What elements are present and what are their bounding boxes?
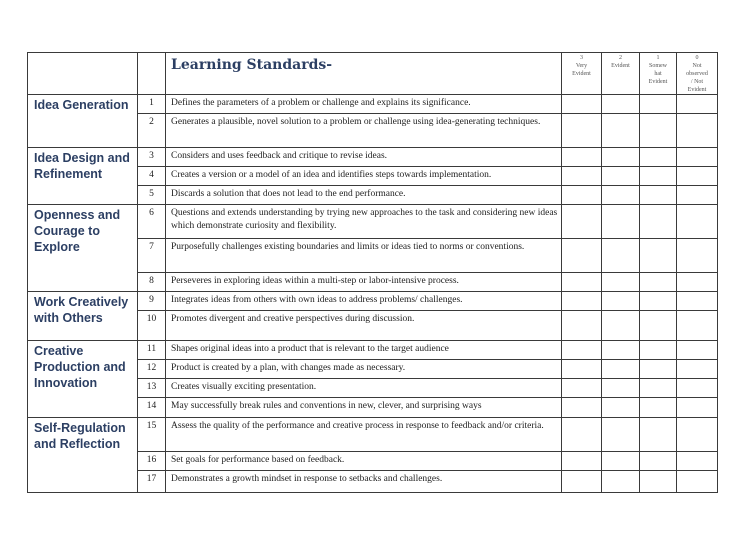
category-idea-design-refinement: Idea Design and Refinement bbox=[28, 148, 138, 205]
standard-number: 8 bbox=[138, 273, 166, 292]
number-header-cell bbox=[138, 53, 166, 95]
standard-row bbox=[28, 418, 718, 452]
rubric-body bbox=[28, 95, 718, 493]
score-cell-not-evident[interactable] bbox=[677, 273, 718, 292]
score-cell-not-evident[interactable] bbox=[677, 379, 718, 398]
category-header-cell bbox=[28, 53, 138, 95]
category-self-regulation: Self-Regulation and Reflection bbox=[28, 418, 138, 493]
score-cell-evident[interactable] bbox=[602, 471, 640, 493]
score-cell-not-evident[interactable] bbox=[677, 471, 718, 493]
header-row bbox=[28, 53, 718, 95]
level-header-somewhat-evident: 1 Somew hat Evident bbox=[640, 53, 677, 95]
standard-number: 2 bbox=[138, 114, 166, 148]
standard-row bbox=[28, 148, 718, 167]
score-cell-not-evident[interactable] bbox=[677, 452, 718, 471]
standard-number: 10 bbox=[138, 311, 166, 341]
score-cell-not-evident[interactable] bbox=[677, 95, 718, 114]
score-cell-somewhat-evident[interactable] bbox=[640, 167, 677, 186]
score-cell-evident[interactable] bbox=[602, 418, 640, 452]
score-cell-not-evident[interactable] bbox=[677, 114, 718, 148]
standard-number: 1 bbox=[138, 95, 166, 114]
standard-text: Generates a plausible, novel solution to a problem or challenge using idea-generating techniques. bbox=[166, 114, 562, 148]
score-cell-evident[interactable] bbox=[602, 273, 640, 292]
standard-text: Integrates ideas from others with own ideas to address problems/ challenges. bbox=[166, 292, 562, 311]
standard-text: Questions and extends understanding by trying new approaches to the task and considering new ideas which demonstrate curiosity and flexibility. bbox=[166, 205, 562, 239]
score-cell-not-evident[interactable] bbox=[677, 418, 718, 452]
standard-number: 11 bbox=[138, 341, 166, 360]
score-cell-very-evident[interactable] bbox=[562, 186, 602, 205]
standard-text: Creates a version or a model of an idea and identifies steps towards implementation. bbox=[166, 167, 562, 186]
standard-number: 17 bbox=[138, 471, 166, 493]
standard-text: Creates visually exciting presentation. bbox=[166, 379, 562, 398]
score-cell-very-evident[interactable] bbox=[562, 452, 602, 471]
standard-number: 9 bbox=[138, 292, 166, 311]
score-cell-evident[interactable] bbox=[602, 360, 640, 379]
category-creative-production: Creative Production and Innovation bbox=[28, 341, 138, 418]
standard-text: May successfully break rules and conventions in new, clever, and surprising ways bbox=[166, 398, 562, 418]
standard-number: 16 bbox=[138, 452, 166, 471]
standard-number: 7 bbox=[138, 239, 166, 273]
score-cell-very-evident[interactable] bbox=[562, 292, 602, 311]
score-cell-evident[interactable] bbox=[602, 95, 640, 114]
score-cell-very-evident[interactable] bbox=[562, 418, 602, 452]
standard-text: Set goals for performance based on feedback. bbox=[166, 452, 562, 471]
score-cell-somewhat-evident[interactable] bbox=[640, 398, 677, 418]
score-cell-evident[interactable] bbox=[602, 452, 640, 471]
score-cell-very-evident[interactable] bbox=[562, 311, 602, 341]
score-cell-not-evident[interactable] bbox=[677, 239, 718, 273]
score-cell-very-evident[interactable] bbox=[562, 95, 602, 114]
score-cell-somewhat-evident[interactable] bbox=[640, 379, 677, 398]
score-cell-not-evident[interactable] bbox=[677, 292, 718, 311]
score-cell-not-evident[interactable] bbox=[677, 148, 718, 167]
score-cell-very-evident[interactable] bbox=[562, 471, 602, 493]
score-cell-very-evident[interactable] bbox=[562, 148, 602, 167]
category-idea-generation: Idea Generation bbox=[28, 95, 138, 148]
standard-number: 4 bbox=[138, 167, 166, 186]
score-cell-not-evident[interactable] bbox=[677, 341, 718, 360]
level-header-very-evident: 3 Very Evident bbox=[562, 53, 602, 95]
standard-text: Shapes original ideas into a product that is relevant to the target audience bbox=[166, 341, 562, 360]
score-cell-very-evident[interactable] bbox=[562, 379, 602, 398]
standard-text: Considers and uses feedback and critique to revise ideas. bbox=[166, 148, 562, 167]
learning-standards-rubric bbox=[27, 52, 718, 493]
standard-number: 14 bbox=[138, 398, 166, 418]
score-cell-very-evident[interactable] bbox=[562, 114, 602, 148]
score-cell-very-evident[interactable] bbox=[562, 360, 602, 379]
standard-text: Demonstrates a growth mindset in response to setbacks and challenges. bbox=[166, 471, 562, 493]
score-cell-very-evident[interactable] bbox=[562, 398, 602, 418]
standard-text: Product is created by a plan, with changes made as necessary. bbox=[166, 360, 562, 379]
standard-number: 13 bbox=[138, 379, 166, 398]
standard-text: Assess the quality of the performance and creative process in response to feedback and/or criteria. bbox=[166, 418, 562, 452]
standard-number: 12 bbox=[138, 360, 166, 379]
score-cell-not-evident[interactable] bbox=[677, 311, 718, 341]
standard-text: Promotes divergent and creative perspectives during discussion. bbox=[166, 311, 562, 341]
category-work-creatively: Work Creatively with Others bbox=[28, 292, 138, 341]
score-cell-not-evident[interactable] bbox=[677, 186, 718, 205]
standard-text: Purposefully challenges existing boundaries and limits or ideas tied to norms or conventions. bbox=[166, 239, 562, 273]
standard-row bbox=[28, 95, 718, 114]
standard-number: 15 bbox=[138, 418, 166, 452]
score-cell-evident[interactable] bbox=[602, 148, 640, 167]
standard-row bbox=[28, 341, 718, 360]
score-cell-evident[interactable] bbox=[602, 239, 640, 273]
score-cell-somewhat-evident[interactable] bbox=[640, 239, 677, 273]
score-cell-evident[interactable] bbox=[602, 398, 640, 418]
score-cell-evident[interactable] bbox=[602, 114, 640, 148]
score-cell-very-evident[interactable] bbox=[562, 239, 602, 273]
rubric-title: Learning Standards- bbox=[166, 53, 562, 95]
score-cell-evident[interactable] bbox=[602, 292, 640, 311]
score-cell-somewhat-evident[interactable] bbox=[640, 205, 677, 239]
score-cell-evident[interactable] bbox=[602, 379, 640, 398]
score-cell-somewhat-evident[interactable] bbox=[640, 186, 677, 205]
standard-text: Perseveres in exploring ideas within a multi-step or labor-intensive process. bbox=[166, 273, 562, 292]
standard-row bbox=[28, 292, 718, 311]
score-cell-somewhat-evident[interactable] bbox=[640, 360, 677, 379]
category-openness-courage: Openness and Courage to Explore bbox=[28, 205, 138, 292]
score-cell-somewhat-evident[interactable] bbox=[640, 292, 677, 311]
score-cell-evident[interactable] bbox=[602, 311, 640, 341]
standard-number: 6 bbox=[138, 205, 166, 239]
standard-row bbox=[28, 205, 718, 239]
score-cell-very-evident[interactable] bbox=[562, 205, 602, 239]
score-cell-somewhat-evident[interactable] bbox=[640, 148, 677, 167]
score-cell-somewhat-evident[interactable] bbox=[640, 471, 677, 493]
score-cell-somewhat-evident[interactable] bbox=[640, 95, 677, 114]
level-header-evident: 2 Evident bbox=[602, 53, 640, 95]
score-cell-evident[interactable] bbox=[602, 205, 640, 239]
score-cell-somewhat-evident[interactable] bbox=[640, 114, 677, 148]
score-cell-evident[interactable] bbox=[602, 341, 640, 360]
score-cell-somewhat-evident[interactable] bbox=[640, 418, 677, 452]
level-header-not-evident: 0 Not observed / Not Evident bbox=[677, 53, 718, 95]
score-cell-very-evident[interactable] bbox=[562, 341, 602, 360]
score-cell-somewhat-evident[interactable] bbox=[640, 273, 677, 292]
score-cell-not-evident[interactable] bbox=[677, 398, 718, 418]
score-cell-somewhat-evident[interactable] bbox=[640, 341, 677, 360]
standard-text: Defines the parameters of a problem or challenge and explains its significance. bbox=[166, 95, 562, 114]
score-cell-not-evident[interactable] bbox=[677, 205, 718, 239]
standard-text: Discards a solution that does not lead to the end performance. bbox=[166, 186, 562, 205]
score-cell-not-evident[interactable] bbox=[677, 360, 718, 379]
standard-number: 3 bbox=[138, 148, 166, 167]
score-cell-somewhat-evident[interactable] bbox=[640, 311, 677, 341]
standard-number: 5 bbox=[138, 186, 166, 205]
score-cell-very-evident[interactable] bbox=[562, 167, 602, 186]
score-cell-very-evident[interactable] bbox=[562, 273, 602, 292]
score-cell-not-evident[interactable] bbox=[677, 167, 718, 186]
score-cell-evident[interactable] bbox=[602, 186, 640, 205]
score-cell-somewhat-evident[interactable] bbox=[640, 452, 677, 471]
score-cell-evident[interactable] bbox=[602, 167, 640, 186]
